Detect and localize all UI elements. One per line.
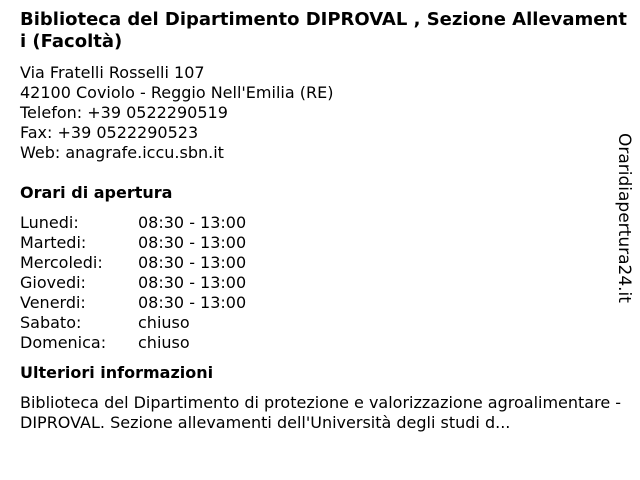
day-label: Giovedi: bbox=[20, 273, 86, 292]
website-link[interactable]: Web: anagrafe.iccu.sbn.it bbox=[20, 143, 224, 162]
further-info-text: Biblioteca del Dipartimento di protezione e valorizzazione agroalimentare - DIPROVAL. Sezione allevamenti dell'Università degli studi d... bbox=[20, 393, 622, 432]
library-info-card bbox=[20, 9, 632, 433]
city-address: 42100 Coviolo - Reggio Nell'Emilia (RE) bbox=[20, 83, 334, 102]
fax-number: Fax: +39 0522290523 bbox=[20, 123, 199, 142]
day-label: Mercoledi: bbox=[20, 253, 103, 272]
hours-row-thursday bbox=[20, 273, 632, 293]
hours-row-tuesday bbox=[20, 233, 632, 253]
day-hours: 08:30 - 13:00 bbox=[138, 253, 247, 272]
day-label: Sabato: bbox=[20, 313, 82, 332]
hours-row-friday bbox=[20, 293, 632, 313]
phone-number: Telefon: +39 0522290519 bbox=[20, 103, 228, 122]
day-label: Domenica: bbox=[20, 333, 107, 352]
hours-row-wednesday bbox=[20, 253, 632, 273]
day-hours: 08:30 - 13:00 bbox=[138, 233, 247, 252]
further-info-heading: Ulteriori informazioni bbox=[20, 363, 214, 382]
hours-row-saturday bbox=[20, 313, 632, 333]
day-hours: chiuso bbox=[138, 333, 190, 352]
day-label: Venerdi: bbox=[20, 293, 86, 312]
hours-row-monday bbox=[20, 213, 632, 233]
day-hours: 08:30 - 13:00 bbox=[138, 293, 247, 312]
day-hours: 08:30 - 13:00 bbox=[138, 273, 247, 292]
day-hours: chiuso bbox=[138, 313, 190, 332]
day-hours: 08:30 - 13:00 bbox=[138, 213, 247, 232]
street-address: Via Fratelli Rosselli 107 bbox=[20, 63, 205, 82]
day-label: Martedi: bbox=[20, 233, 87, 252]
brand-watermark: Oraridiapertura24.it bbox=[614, 133, 634, 303]
opening-hours-table bbox=[20, 213, 632, 353]
day-label: Lunedi: bbox=[20, 213, 79, 232]
opening-hours-heading: Orari di apertura bbox=[20, 183, 173, 202]
hours-row-sunday bbox=[20, 333, 632, 353]
address-block bbox=[20, 63, 632, 163]
page-title: Biblioteca del Dipartimento DIPROVAL , Sezione Allevamenti (Facoltà) bbox=[20, 9, 627, 52]
